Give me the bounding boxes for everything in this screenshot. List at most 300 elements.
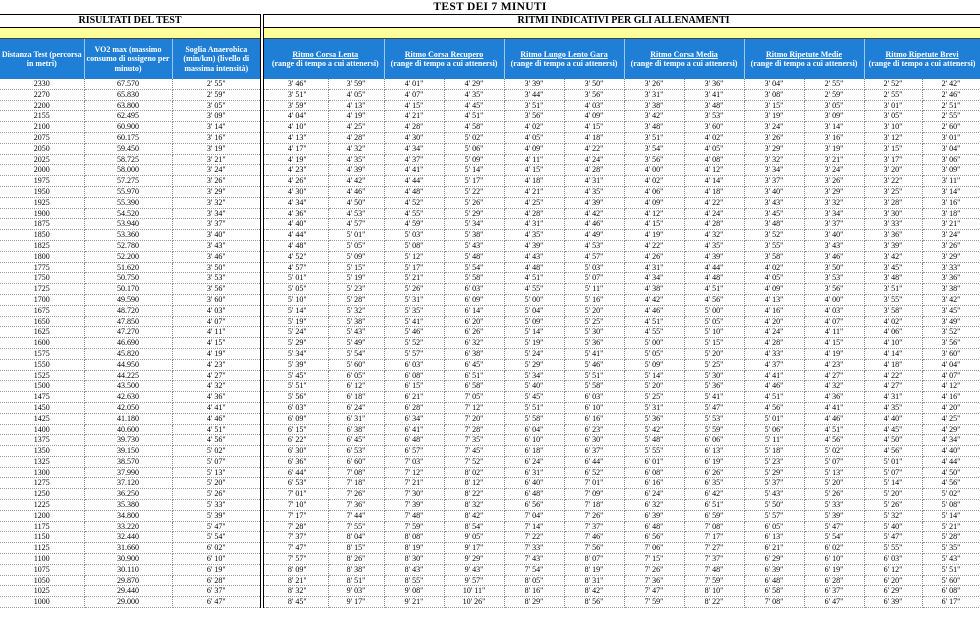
table-cell: 7' 08" xyxy=(328,467,384,478)
table-cell: 7' 01" xyxy=(267,489,328,500)
table-cell: 34.800 xyxy=(84,510,172,521)
table-cell: 4' 57" xyxy=(328,219,384,230)
table-cell: 2155 xyxy=(0,111,84,122)
table-cell: 4' 20" xyxy=(922,402,980,413)
table-cell: 4' 39" xyxy=(684,251,744,262)
table-row xyxy=(0,521,980,532)
table-cell: 5' 37" xyxy=(744,478,804,489)
table-cell: 3' 39" xyxy=(864,240,922,251)
table-cell: 4' 27" xyxy=(804,370,864,381)
table-cell: 5' 14" xyxy=(624,370,684,381)
table-cell: 4' 56" xyxy=(744,402,804,413)
table-cell: 3' 42" xyxy=(864,251,922,262)
table-cell: 3' 08" xyxy=(744,89,804,100)
table-row xyxy=(0,446,980,457)
table-cell: 7' 28" xyxy=(444,424,504,435)
table-cell: 6' 09" xyxy=(444,294,504,305)
table-row xyxy=(0,359,980,370)
table-cell: 5' 14" xyxy=(864,478,922,489)
table-cell: 5' 34" xyxy=(444,219,504,230)
table-row xyxy=(0,489,980,500)
table-cell: 5' 47" xyxy=(804,521,864,532)
table-cell: 5' 12" xyxy=(384,251,444,262)
table-cell: 5' 35" xyxy=(384,305,444,316)
table-cell: 8' 22" xyxy=(444,489,504,500)
table-cell: 4' 28" xyxy=(684,219,744,230)
table-cell: 4' 39" xyxy=(504,240,564,251)
table-cell: 5' 51" xyxy=(267,381,328,392)
table-cell: 4' 18" xyxy=(504,176,564,187)
table-row xyxy=(0,89,980,100)
table-cell: 3' 51" xyxy=(504,100,564,111)
table-cell: 30.900 xyxy=(84,554,172,565)
table-cell: 8' 42" xyxy=(564,586,624,597)
table-cell: 6' 03" xyxy=(384,359,444,370)
table-cell: 3' 16" xyxy=(922,197,980,208)
table-cell: 4' 35" xyxy=(444,89,504,100)
table-cell: 5' 39" xyxy=(267,359,328,370)
table-cell: 3' 48" xyxy=(864,273,922,284)
table-cell: 4' 22" xyxy=(624,240,684,251)
table-cell: 5' 00" xyxy=(624,338,684,349)
table-cell: 6' 37" xyxy=(172,586,262,597)
table-cell: 7' 12" xyxy=(444,402,504,413)
table-cell: 8' 16" xyxy=(504,586,564,597)
table-cell: 4' 12" xyxy=(624,208,684,219)
table-cell: 5' 25" xyxy=(564,316,624,327)
table-cell: 4' 41" xyxy=(172,402,262,413)
table-cell: 5' 03" xyxy=(564,262,624,273)
table-cell: 7' 15" xyxy=(624,554,684,565)
table-cell: 5' 41" xyxy=(384,316,444,327)
table-row xyxy=(0,122,980,133)
table-cell: 5' 54" xyxy=(328,348,384,359)
table-cell: 3' 09" xyxy=(804,111,864,122)
table-cell: 5' 58" xyxy=(564,381,624,392)
table-cell: 4' 19" xyxy=(624,230,684,241)
table-cell: 7' 27" xyxy=(684,543,744,554)
table-cell: 5' 30" xyxy=(564,327,624,338)
table-row xyxy=(0,186,980,197)
table-cell: 3' 19" xyxy=(804,143,864,154)
section-header-row xyxy=(0,15,980,28)
table-cell: 5' 29" xyxy=(744,467,804,478)
table-cell: 5' 60" xyxy=(922,575,980,586)
table-cell: 4' 21" xyxy=(504,186,564,197)
table-cell: 45.820 xyxy=(84,348,172,359)
table-cell: 6' 29" xyxy=(744,554,804,565)
table-cell: 4' 07" xyxy=(384,89,444,100)
table-cell: 4' 10" xyxy=(267,122,328,133)
yellow-band xyxy=(0,28,980,39)
table-cell: 31.660 xyxy=(84,543,172,554)
table-cell: 6' 44" xyxy=(267,467,328,478)
table-cell: 7' 39" xyxy=(384,500,444,511)
table-cell: 3' 48" xyxy=(624,122,684,133)
table-cell: 4' 10" xyxy=(864,338,922,349)
table-cell: 4' 01" xyxy=(384,79,444,89)
table-cell: 5' 36" xyxy=(684,381,744,392)
table-cell: 6' 24" xyxy=(328,402,384,413)
table-cell: 50.750 xyxy=(84,273,172,284)
table-cell: 4' 49" xyxy=(564,230,624,241)
table-cell: 5' 04" xyxy=(504,305,564,316)
table-cell: 3' 34" xyxy=(172,208,262,219)
table-cell: 3' 59" xyxy=(328,79,384,89)
table-cell: 6' 26" xyxy=(684,467,744,478)
table-cell: 3' 51" xyxy=(624,132,684,143)
table-cell: 5' 38" xyxy=(328,316,384,327)
table-cell: 5' 06" xyxy=(444,143,504,154)
table-cell: 5' 41" xyxy=(564,348,624,359)
table-cell: 6' 28" xyxy=(384,402,444,413)
table-cell: 3' 19" xyxy=(744,111,804,122)
table-row xyxy=(0,597,980,608)
table-cell: 4' 30" xyxy=(384,132,444,143)
table-cell: 3' 53" xyxy=(172,273,262,284)
table-cell: 5' 28" xyxy=(328,294,384,305)
table-cell: 4' 32" xyxy=(684,230,744,241)
table-cell: 4' 02" xyxy=(504,122,564,133)
table-cell: 4' 06" xyxy=(624,186,684,197)
table-cell: 4' 45" xyxy=(444,100,504,111)
table-cell: 4' 05" xyxy=(504,132,564,143)
table-cell: 5' 25" xyxy=(684,359,744,370)
table-cell: 4' 53" xyxy=(328,208,384,219)
table-cell: 9' 43" xyxy=(444,564,504,575)
table-cell: 4' 19" xyxy=(328,111,384,122)
table-cell: 3' 20" xyxy=(864,165,922,176)
table-cell: 58.000 xyxy=(84,165,172,176)
table-cell: 6' 05" xyxy=(744,521,804,532)
table-cell: 6' 42" xyxy=(684,489,744,500)
table-cell: 6' 22" xyxy=(267,435,328,446)
table-cell: 6' 47" xyxy=(172,597,262,608)
table-cell: 5' 20" xyxy=(564,305,624,316)
table-cell: 7' 03" xyxy=(384,456,444,467)
table-cell: 4' 31" xyxy=(504,219,564,230)
table-cell: 53.360 xyxy=(84,230,172,241)
table-cell: 3' 45" xyxy=(922,305,980,316)
table-cell: 1050 xyxy=(0,575,84,586)
table-cell: 3' 45" xyxy=(864,262,922,273)
table-cell: 59.450 xyxy=(84,143,172,154)
table-cell: 4' 19" xyxy=(172,348,262,359)
table-cell: 8' 19" xyxy=(384,543,444,554)
table-cell: 6' 02" xyxy=(172,543,262,554)
column-header-row xyxy=(0,39,980,80)
table-cell: 4' 09" xyxy=(564,111,624,122)
table-cell: 6' 36" xyxy=(267,456,328,467)
table-cell: 4' 04" xyxy=(922,359,980,370)
table-cell: 1975 xyxy=(0,176,84,187)
table-cell: 4' 35" xyxy=(864,402,922,413)
table-cell: 3' 51" xyxy=(864,284,922,295)
table-cell: 50.170 xyxy=(84,284,172,295)
table-cell: 4' 05" xyxy=(684,143,744,154)
table-cell: 1550 xyxy=(0,359,84,370)
table-cell: 1500 xyxy=(0,381,84,392)
table-cell: 4' 31" xyxy=(624,262,684,273)
table-cell: 6' 45" xyxy=(328,435,384,446)
table-cell: 5' 00" xyxy=(504,294,564,305)
table-cell: 6' 19" xyxy=(804,564,864,575)
table-cell: 4' 19" xyxy=(267,154,328,165)
table-cell: 4' 19" xyxy=(804,348,864,359)
table-cell: 4' 06" xyxy=(864,327,922,338)
table-cell: 47.270 xyxy=(84,327,172,338)
table-cell: 5' 07" xyxy=(564,273,624,284)
table-cell: 29.000 xyxy=(84,597,172,608)
table-cell: 4' 24" xyxy=(684,208,744,219)
table-cell: 5' 07" xyxy=(172,456,262,467)
table-row xyxy=(0,370,980,381)
table-cell: 4' 37" xyxy=(384,154,444,165)
table-cell: 3' 05" xyxy=(172,100,262,111)
table-cell: 1600 xyxy=(0,338,84,349)
table-cell: 1025 xyxy=(0,586,84,597)
table-cell: 1575 xyxy=(0,348,84,359)
table-cell: 3' 41" xyxy=(684,89,744,100)
table-cell: 3' 43" xyxy=(744,197,804,208)
table-cell: 1875 xyxy=(0,219,84,230)
table-cell: 8' 21" xyxy=(267,575,328,586)
table-cell: 4' 40" xyxy=(922,446,980,457)
table-cell: 42.630 xyxy=(84,392,172,403)
table-cell: 3' 37" xyxy=(172,219,262,230)
table-cell: 4' 46" xyxy=(744,381,804,392)
table-cell: 3' 44" xyxy=(504,89,564,100)
table-cell: 4' 15" xyxy=(384,100,444,111)
table-row xyxy=(0,316,980,327)
table-cell: 4' 51" xyxy=(744,392,804,403)
table-cell: 4' 41" xyxy=(384,165,444,176)
table-cell: 5' 43" xyxy=(328,327,384,338)
table-cell: 7' 48" xyxy=(384,510,444,521)
table-row xyxy=(0,392,980,403)
table-cell: 5' 28" xyxy=(922,532,980,543)
table-cell: 4' 57" xyxy=(564,251,624,262)
table-cell: 10' 26" xyxy=(444,597,504,608)
table-cell: 53.940 xyxy=(84,219,172,230)
table-cell: 7' 06" xyxy=(624,543,684,554)
table-cell: 3' 04" xyxy=(922,143,980,154)
table-cell: 5' 14" xyxy=(504,327,564,338)
table-cell: 4' 02" xyxy=(864,316,922,327)
table-cell: 35.380 xyxy=(84,500,172,511)
table-row xyxy=(0,111,980,122)
table-cell: 4' 55" xyxy=(624,327,684,338)
table-cell: 2000 xyxy=(0,165,84,176)
table-cell: 7' 33" xyxy=(504,543,564,554)
table-cell: 4' 51" xyxy=(684,284,744,295)
results-table xyxy=(0,14,980,608)
table-cell: 3' 33" xyxy=(864,219,922,230)
table-cell: 1350 xyxy=(0,446,84,457)
table-cell: 4' 34" xyxy=(922,435,980,446)
table-cell: 8' 02" xyxy=(444,467,504,478)
table-cell: 5' 01" xyxy=(328,230,384,241)
table-cell: 3' 38" xyxy=(624,100,684,111)
table-cell: 4' 52" xyxy=(267,251,328,262)
table-cell: 63.800 xyxy=(84,100,172,111)
table-cell: 5' 33" xyxy=(172,500,262,511)
table-cell: 3' 14" xyxy=(172,122,262,133)
table-cell: 6' 08" xyxy=(384,370,444,381)
table-cell: 3' 14" xyxy=(922,186,980,197)
table-cell: 5' 34" xyxy=(267,348,328,359)
table-cell: 4' 50" xyxy=(328,197,384,208)
table-cell: 5' 23" xyxy=(744,456,804,467)
table-row xyxy=(0,510,980,521)
table-cell: 5' 25" xyxy=(624,392,684,403)
table-cell: 6' 28" xyxy=(804,575,864,586)
table-cell: 8' 55" xyxy=(384,575,444,586)
table-cell: 6' 16" xyxy=(564,413,624,424)
table-cell: 3' 22" xyxy=(864,176,922,187)
table-cell: 1850 xyxy=(0,230,84,241)
table-cell: 54.520 xyxy=(84,208,172,219)
table-cell: 62.495 xyxy=(84,111,172,122)
table-cell: 3' 48" xyxy=(744,219,804,230)
page-title: TEST DEI 7 MINUTI xyxy=(433,1,547,13)
table-row xyxy=(0,554,980,565)
table-cell: 5' 01" xyxy=(267,273,328,284)
table-cell: 33.220 xyxy=(84,521,172,532)
section-right-title: RITMI INDICATIVI PER GLI ALLENAMENTI xyxy=(267,15,980,28)
table-cell: 5' 55" xyxy=(864,543,922,554)
table-cell: 6' 24" xyxy=(624,489,684,500)
table-cell: 3' 16" xyxy=(804,132,864,143)
table-cell: 7' 08" xyxy=(744,597,804,608)
table-cell: 3' 09" xyxy=(922,165,980,176)
table-row xyxy=(0,305,980,316)
table-cell: 1075 xyxy=(0,564,84,575)
table-cell: 4' 05" xyxy=(744,273,804,284)
table-cell: 32.440 xyxy=(84,532,172,543)
table-cell: 1200 xyxy=(0,510,84,521)
table-cell: 3' 17" xyxy=(864,154,922,165)
table-cell: 3' 31" xyxy=(624,89,684,100)
table-cell: 2' 55" xyxy=(172,79,262,89)
table-cell: 7' 57" xyxy=(267,554,328,565)
table-row xyxy=(0,543,980,554)
table-cell: 3' 24" xyxy=(804,165,864,176)
table-cell: 4' 59" xyxy=(384,219,444,230)
table-cell: 3' 04" xyxy=(744,79,804,89)
table-cell: 4' 03" xyxy=(564,100,624,111)
table-cell: 4' 56" xyxy=(172,435,262,446)
table-cell: 6' 37" xyxy=(564,446,624,457)
table-cell: 5' 31" xyxy=(624,402,684,413)
table-row xyxy=(0,219,980,230)
table-cell: 5' 01" xyxy=(864,456,922,467)
table-cell: 8' 43" xyxy=(384,564,444,575)
table-cell: 6' 13" xyxy=(744,532,804,543)
table-cell: 1325 xyxy=(0,456,84,467)
table-cell: 6' 47" xyxy=(804,597,864,608)
table-row xyxy=(0,435,980,446)
table-cell: 5' 40" xyxy=(864,521,922,532)
table-cell: 4' 20" xyxy=(744,316,804,327)
table-cell: 5' 21" xyxy=(922,521,980,532)
table-cell: 5' 16" xyxy=(564,294,624,305)
table-cell: 7' 30" xyxy=(384,489,444,500)
table-cell: 4' 28" xyxy=(328,132,384,143)
table-cell: 6' 14" xyxy=(444,305,504,316)
table-cell: 1400 xyxy=(0,424,84,435)
table-cell: 37.990 xyxy=(84,467,172,478)
table-cell: 3' 55" xyxy=(864,294,922,305)
table-cell: 3' 29" xyxy=(172,186,262,197)
table-cell: 4' 51" xyxy=(804,424,864,435)
table-cell: 3' 43" xyxy=(804,240,864,251)
table-cell: 6' 41" xyxy=(384,424,444,435)
table-cell: 5' 05" xyxy=(328,240,384,251)
table-cell: 6' 58" xyxy=(744,586,804,597)
table-cell: 5' 54" xyxy=(444,262,504,273)
table-cell: 4' 03" xyxy=(804,305,864,316)
table-cell: 5' 43" xyxy=(922,554,980,565)
table-cell: 4' 48" xyxy=(384,186,444,197)
table-cell: 3' 50" xyxy=(804,262,864,273)
table-cell: 7' 59" xyxy=(384,521,444,532)
table-cell: 4' 46" xyxy=(328,186,384,197)
table-cell: 6' 39" xyxy=(624,510,684,521)
table-cell: 2' 51" xyxy=(922,100,980,111)
table-cell: 7' 17" xyxy=(684,532,744,543)
table-cell: 4' 25" xyxy=(328,122,384,133)
table-row xyxy=(0,381,980,392)
table-cell: 5' 21" xyxy=(384,273,444,284)
table-cell: 40.600 xyxy=(84,424,172,435)
table-cell: 5' 01" xyxy=(744,413,804,424)
table-cell: 3' 39" xyxy=(504,79,564,89)
table-row xyxy=(0,424,980,435)
table-cell: 4' 12" xyxy=(922,381,980,392)
table-cell: 5' 02" xyxy=(804,446,864,457)
table-cell: 4' 17" xyxy=(267,143,328,154)
table-cell: 4' 36" xyxy=(172,392,262,403)
table-cell: 3' 53" xyxy=(804,273,864,284)
table-cell: 3' 26" xyxy=(804,176,864,187)
table-cell: 7' 01" xyxy=(564,478,624,489)
table-cell: 7' 17" xyxy=(267,510,328,521)
table-cell: 4' 36" xyxy=(804,392,864,403)
table-cell: 52.780 xyxy=(84,240,172,251)
table-cell: 4' 52" xyxy=(384,197,444,208)
table-cell: 6' 28" xyxy=(172,575,262,586)
header-lungo-lento-gara: Ritmo Lungo Lento Gara (range di tempo a cui attenersi) xyxy=(504,39,624,80)
table-row xyxy=(0,100,980,111)
table-cell: 4' 15" xyxy=(172,338,262,349)
table-row xyxy=(0,348,980,359)
table-cell: 8' 08" xyxy=(384,532,444,543)
table-cell: 4' 30" xyxy=(267,186,328,197)
table-cell: 8' 32" xyxy=(444,500,504,511)
table-cell: 60.175 xyxy=(84,132,172,143)
table-cell: 5' 26" xyxy=(172,489,262,500)
table-cell: 3' 14" xyxy=(804,122,864,133)
table-cell: 3' 56" xyxy=(804,284,864,295)
table-cell: 6' 10" xyxy=(564,402,624,413)
table-cell: 1925 xyxy=(0,197,84,208)
table-cell: 5' 57" xyxy=(384,348,444,359)
table-cell: 6' 51" xyxy=(444,370,504,381)
table-cell: 3' 40" xyxy=(804,230,864,241)
table-cell: 4' 50" xyxy=(864,435,922,446)
table-row xyxy=(0,143,980,154)
